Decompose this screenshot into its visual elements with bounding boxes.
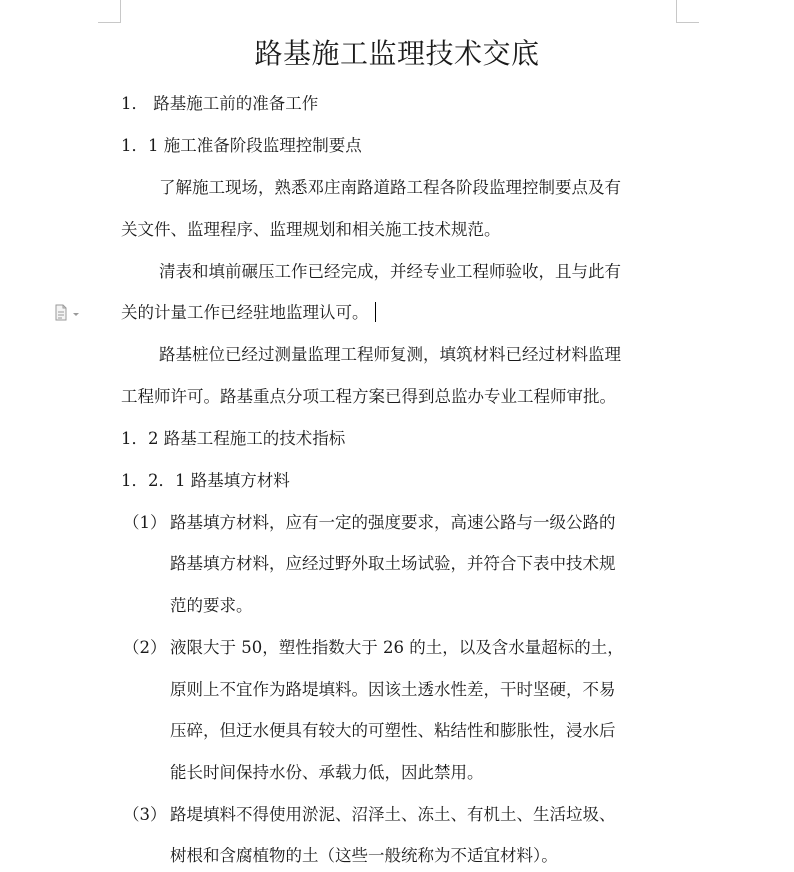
list-item-line: 能长时间保持水份、承载力低，因此禁用。 <box>170 763 484 782</box>
paragraph-text: 关的计量工作已经驻地监理认可。 <box>121 303 369 322</box>
list-item-line: 压碎，但迂水便具有较大的可塑性、粘结性和膨胀性，浸水后 <box>170 721 616 740</box>
list-item-line: 范的要求。 <box>170 596 253 615</box>
subsection-heading: 1．2 路基工程施工的技术指标 <box>121 429 346 448</box>
paragraph-line: 工程师许可。路基重点分项工程方案已得到总监办专业工程师审批。 <box>121 387 616 406</box>
subsection-heading: 1．2．1 路基填方材料 <box>121 471 290 490</box>
page-title: 路基施工监理技术交底 <box>254 37 540 70</box>
paragraph-line: 路基桩位已经过测量监理工程师复测，填筑材料已经过材料监理 <box>159 345 621 364</box>
paragraph-line: 关文件、监理程序、监理规划和相关施工技术规范。 <box>121 220 501 239</box>
paragraph-line: 清表和填前碾压工作已经完成，并经专业工程师验收，且与此有 <box>159 262 621 281</box>
page-corner-mark <box>98 0 121 23</box>
paragraph-line[interactable] <box>121 302 674 324</box>
document-icon[interactable] <box>54 304 80 322</box>
list-item-line: 原则上不宜作为路堤填料。因该土透水性差，干时坚硬，不易 <box>170 680 616 699</box>
section-heading: 1． 路基施工前的准备工作 <box>121 94 319 113</box>
text-cursor <box>375 302 376 322</box>
subsection-heading: 1．1 施工准备阶段监理控制要点 <box>121 136 362 155</box>
page-corner-mark <box>676 0 699 23</box>
list-item-line: 路基填方材料，应经过野外取土场试验，并符合下表中技术规 <box>170 554 616 573</box>
list-item-number: （3） <box>123 805 167 824</box>
list-item-line: 液限大于 50，塑性指数大于 26 的土，以及含水量超标的土， <box>170 638 624 657</box>
list-item-line: 路堤填料不得使用淤泥、沼泽土、冻土、有机土、生活垃圾、 <box>170 805 616 824</box>
list-item-line: 树根和含腐植物的土（这些一般统称为不适宜材料）。 <box>170 846 558 865</box>
list-item-number: （1） <box>123 513 167 532</box>
list-item-number: （2） <box>123 638 167 657</box>
list-item-line: 路基填方材料，应有一定的强度要求，高速公路与一级公路的 <box>170 513 616 532</box>
paragraph-line: 了解施工现场，熟悉邓庄南路道路工程各阶段监理控制要点及有 <box>159 178 621 197</box>
